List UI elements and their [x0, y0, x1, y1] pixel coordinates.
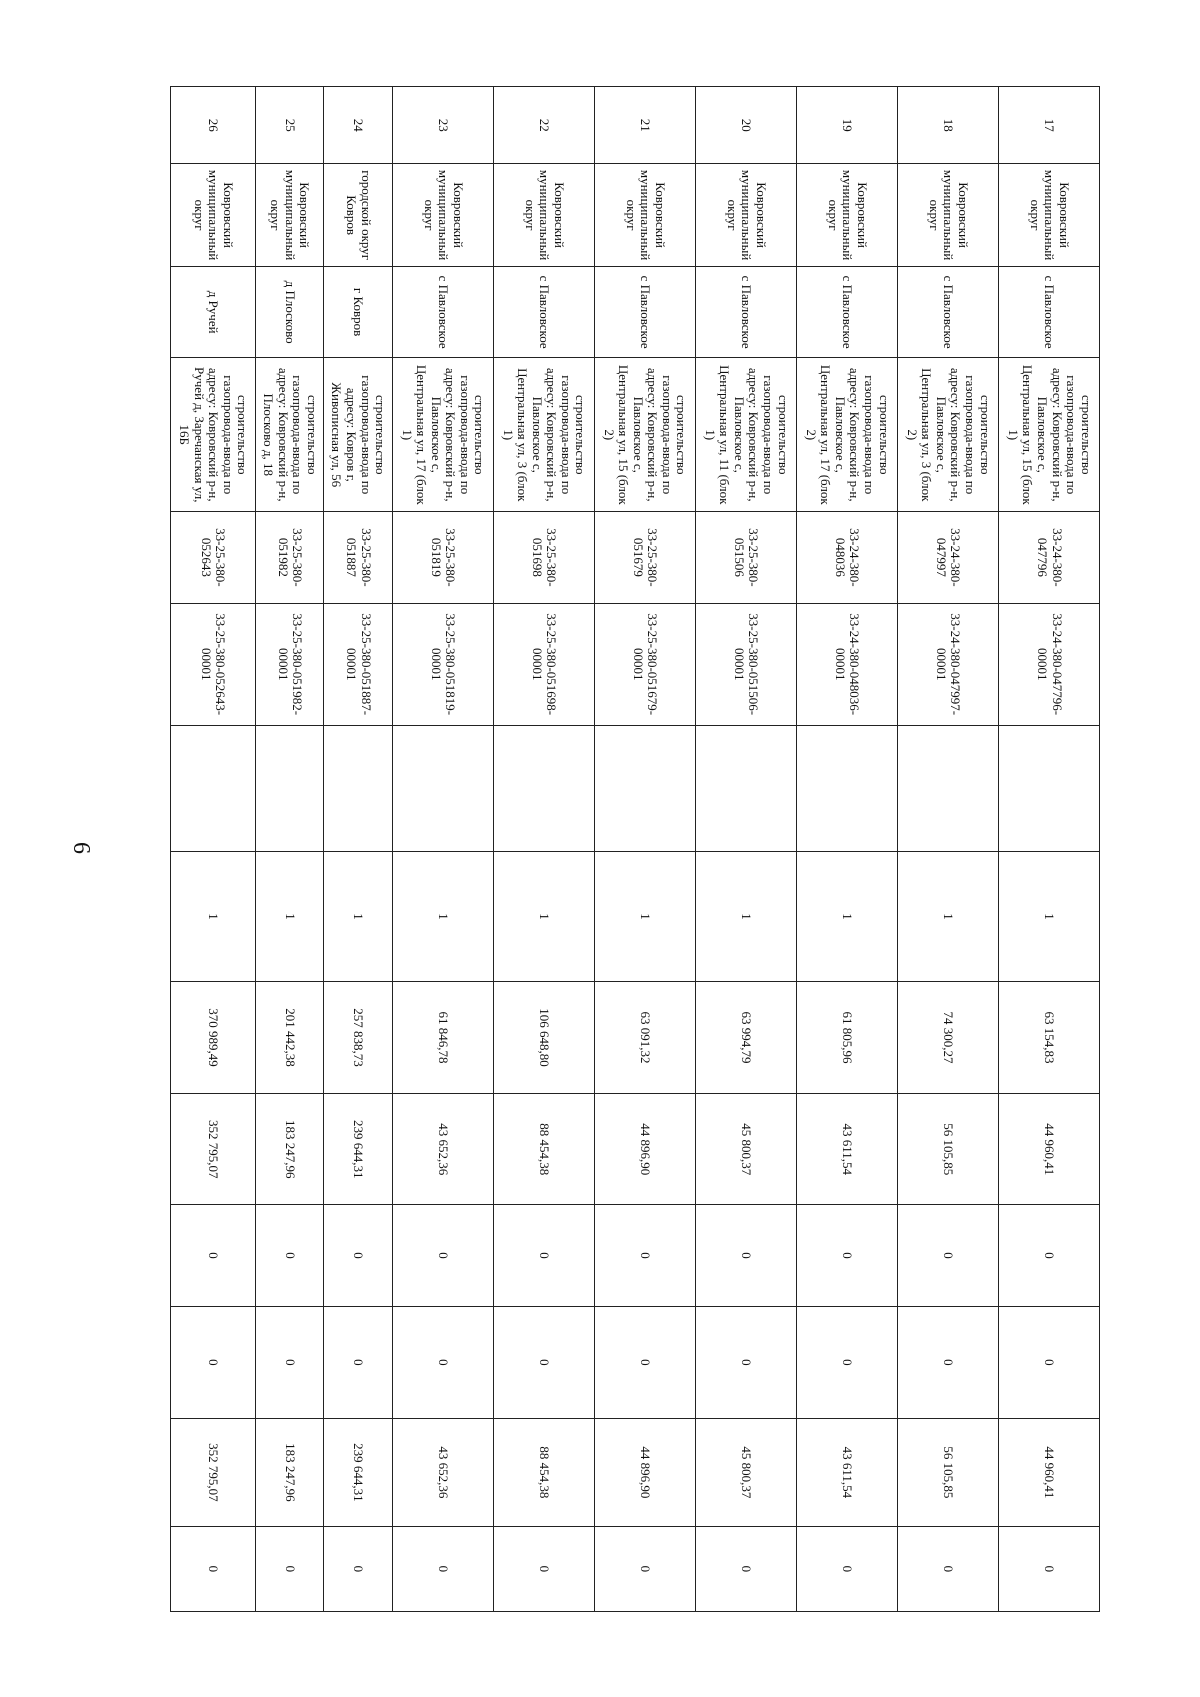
cell-row-number: 21: [594, 87, 695, 164]
cell-quantity: 1: [594, 852, 695, 982]
cell-object: строительство газопровода-ввода по адресу: Ковровский р-н, Павловское с, Центральная ул, 17 (блок 1): [392, 358, 493, 512]
cell-code: 33-25-380-051819: [392, 512, 493, 604]
cell-quantity: 1: [897, 852, 998, 982]
cell-object: строительство газопровода-ввода по адресу: Ковровский р-н, Павловское с, Центральная ул, 15 (блок 1): [998, 358, 1099, 512]
cell-amount: 183 247,96: [255, 1094, 323, 1205]
cell-zero: 0: [897, 1306, 998, 1418]
cell-amount: 88 454,38: [493, 1094, 594, 1205]
cell-zero: 0: [594, 1205, 695, 1306]
cell-code: 33-25-380-051506: [695, 512, 796, 604]
cell-locality: д Ручей: [171, 266, 256, 358]
cell-cost-total: 257 838,73: [324, 981, 392, 1093]
cell-cost-total: 201 442,38: [255, 981, 323, 1093]
cell-code: 33-25-380-051982: [255, 512, 323, 604]
cell-zero: 0: [796, 1526, 897, 1611]
cell-zero: 0: [324, 1526, 392, 1611]
cell-zero: 0: [695, 1205, 796, 1306]
cell-object: строительство газопровода-ввода по адресу: Ковровский р-н, Ручей д, Заречанская ул, 16Б: [171, 358, 256, 512]
cell-district: Ковровский муниципальный округ: [897, 164, 998, 266]
cell-object: строительство газопровода-ввода по адресу: Ковровский р-н, Павловское с, Центральная ул, 17 (блок 2): [796, 358, 897, 512]
cell-amount-2: 88 454,38: [493, 1418, 594, 1526]
table-row: [171, 87, 256, 1612]
cell-amount-2: 56 105,85: [897, 1418, 998, 1526]
cell-object: строительство газопровода-ввода по адресу: Ковровский р-н, Павловское с, Центральная ул, 3 (блок 1): [493, 358, 594, 512]
cell-zero: 0: [998, 1526, 1099, 1611]
table-row: [392, 87, 493, 1612]
cell-object: строительство газопровода-ввода по адресу: Ковровский р-н, Павловское с, Центральная ул, 15 (блок 2): [594, 358, 695, 512]
table-row: [324, 87, 392, 1612]
cell-zero: 0: [493, 1205, 594, 1306]
cell-row-number: 22: [493, 87, 594, 164]
cell-empty: [897, 725, 998, 851]
cell-contract: 33-25-380-051887-00001: [324, 603, 392, 725]
cell-cost-total: 61 805,96: [796, 981, 897, 1093]
cell-contract: 33-24-380-048036-00001: [796, 603, 897, 725]
table-row: [998, 87, 1099, 1612]
cell-locality: с Павловское: [695, 266, 796, 358]
cell-amount-2: 44 896,90: [594, 1418, 695, 1526]
cell-zero: 0: [171, 1205, 256, 1306]
cell-object: строительство газопровода-ввода по адресу: Ковровский р-н, Павловское с, Центральная ул, 3 (блок 2): [897, 358, 998, 512]
cell-empty: [695, 725, 796, 851]
table-row: [695, 87, 796, 1612]
cell-cost-total: 106 648,80: [493, 981, 594, 1093]
cell-contract: 33-25-380-051982-00001: [255, 603, 323, 725]
cell-amount: 43 652,36: [392, 1094, 493, 1205]
cell-empty: [998, 725, 1099, 851]
cell-amount-2: 43 611,54: [796, 1418, 897, 1526]
cell-amount-2: 45 800,37: [695, 1418, 796, 1526]
cell-quantity: 1: [171, 852, 256, 982]
cell-zero: 0: [695, 1526, 796, 1611]
cell-locality: с Павловское: [897, 266, 998, 358]
cell-row-number: 19: [796, 87, 897, 164]
cell-zero: 0: [695, 1306, 796, 1418]
cell-amount: 352 795,07: [171, 1094, 256, 1205]
table-row: [255, 87, 323, 1612]
cell-district: Ковровский муниципальный округ: [392, 164, 493, 266]
cell-row-number: 18: [897, 87, 998, 164]
cell-zero: 0: [796, 1306, 897, 1418]
cell-amount: 45 800,37: [695, 1094, 796, 1205]
table-row: [796, 87, 897, 1612]
cell-quantity: 1: [392, 852, 493, 982]
cell-amount-2: 43 652,36: [392, 1418, 493, 1526]
cell-contract: 33-25-380-051698-00001: [493, 603, 594, 725]
cell-contract: 33-25-380-051506-00001: [695, 603, 796, 725]
cell-amount: 44 960,41: [998, 1094, 1099, 1205]
cell-amount: 239 644,31: [324, 1094, 392, 1205]
cell-cost-total: 63 091,32: [594, 981, 695, 1093]
cell-amount: 44 896,90: [594, 1094, 695, 1205]
cell-code: 33-25-380-051887: [324, 512, 392, 604]
cell-code: 33-25-380-051679: [594, 512, 695, 604]
cell-empty: [392, 725, 493, 851]
page-number: 6: [68, 842, 94, 854]
cell-zero: 0: [493, 1526, 594, 1611]
cell-zero: 0: [324, 1205, 392, 1306]
cell-contract: 33-24-380-047796-00001: [998, 603, 1099, 725]
cell-district: Ковровский муниципальный округ: [695, 164, 796, 266]
cell-district: Ковровский муниципальный округ: [493, 164, 594, 266]
cell-zero: 0: [255, 1526, 323, 1611]
cell-cost-total: 61 846,78: [392, 981, 493, 1093]
cell-empty: [796, 725, 897, 851]
cell-locality: г Ковров: [324, 266, 392, 358]
cell-quantity: 1: [255, 852, 323, 982]
cell-zero: 0: [171, 1306, 256, 1418]
cell-contract: 33-25-380-051819-00001: [392, 603, 493, 725]
cell-locality: с Павловское: [594, 266, 695, 358]
cell-zero: 0: [594, 1306, 695, 1418]
cell-cost-total: 74 300,27: [897, 981, 998, 1093]
cell-cost-total: 370 989,49: [171, 981, 256, 1093]
cell-district: Ковровский муниципальный округ: [796, 164, 897, 266]
table-row: [594, 87, 695, 1612]
cell-code: 33-24-380-047796: [998, 512, 1099, 604]
cell-amount: 56 105,85: [897, 1094, 998, 1205]
cell-amount-2: 183 247,96: [255, 1418, 323, 1526]
cell-empty: [493, 725, 594, 851]
cell-quantity: 1: [493, 852, 594, 982]
cell-quantity: 1: [796, 852, 897, 982]
table-row: [493, 87, 594, 1612]
cell-empty: [255, 725, 323, 851]
cell-amount-2: 352 795,07: [171, 1418, 256, 1526]
cell-locality: д Плосково: [255, 266, 323, 358]
cell-zero: 0: [897, 1526, 998, 1611]
cell-row-number: 24: [324, 87, 392, 164]
cell-empty: [171, 725, 256, 851]
cell-object: строительство газопровода-ввода по адресу: Ковров г, Живописная ул, 56: [324, 358, 392, 512]
document-sheet: [170, 86, 1100, 1612]
cell-locality: с Павловское: [998, 266, 1099, 358]
cell-code: 33-24-380-047997: [897, 512, 998, 604]
cell-zero: 0: [171, 1526, 256, 1611]
cell-zero: 0: [796, 1205, 897, 1306]
cell-district: Ковровский муниципальный округ: [171, 164, 256, 266]
cell-contract: 33-24-380-047997-00001: [897, 603, 998, 725]
cell-object: строительство газопровода-ввода по адресу: Ковровский р-н, Плосково д, 18: [255, 358, 323, 512]
cell-district: городской округ Ковров: [324, 164, 392, 266]
cell-cost-total: 63 994,79: [695, 981, 796, 1093]
cell-row-number: 17: [998, 87, 1099, 164]
cell-zero: 0: [998, 1306, 1099, 1418]
cell-locality: с Павловское: [392, 266, 493, 358]
cell-row-number: 25: [255, 87, 323, 164]
cell-quantity: 1: [695, 852, 796, 982]
cell-locality: с Павловское: [796, 266, 897, 358]
cell-zero: 0: [255, 1306, 323, 1418]
cell-zero: 0: [392, 1205, 493, 1306]
cell-zero: 0: [897, 1205, 998, 1306]
cell-zero: 0: [392, 1306, 493, 1418]
cell-district: Ковровский муниципальный округ: [998, 164, 1099, 266]
rotated-table-wrapper: [170, 86, 1100, 1612]
cell-cost-total: 63 154,83: [998, 981, 1099, 1093]
cell-zero: 0: [998, 1205, 1099, 1306]
cell-row-number: 20: [695, 87, 796, 164]
cell-zero: 0: [392, 1526, 493, 1611]
data-table: [170, 86, 1100, 1612]
cell-locality: с Павловское: [493, 266, 594, 358]
cell-row-number: 23: [392, 87, 493, 164]
cell-quantity: 1: [324, 852, 392, 982]
cell-empty: [594, 725, 695, 851]
cell-district: Ковровский муниципальный округ: [594, 164, 695, 266]
cell-empty: [324, 725, 392, 851]
cell-amount: 43 611,54: [796, 1094, 897, 1205]
table-body: [171, 87, 1100, 1612]
cell-code: 33-25-380-051698: [493, 512, 594, 604]
cell-zero: 0: [594, 1526, 695, 1611]
cell-code: 33-24-380-048036: [796, 512, 897, 604]
cell-zero: 0: [255, 1205, 323, 1306]
cell-zero: 0: [493, 1306, 594, 1418]
cell-zero: 0: [324, 1306, 392, 1418]
cell-contract: 33-25-380-052643-00001: [171, 603, 256, 725]
cell-code: 33-25-380-052643: [171, 512, 256, 604]
cell-amount-2: 44 960,41: [998, 1418, 1099, 1526]
cell-object: строительство газопровода-ввода по адресу: Ковровский р-н, Павловское с, Центральная ул, 11 (блок 1): [695, 358, 796, 512]
cell-amount-2: 239 644,31: [324, 1418, 392, 1526]
cell-quantity: 1: [998, 852, 1099, 982]
cell-contract: 33-25-380-051679-00001: [594, 603, 695, 725]
table-row: [897, 87, 998, 1612]
cell-row-number: 26: [171, 87, 256, 164]
cell-district: Ковровский муниципальный округ: [255, 164, 323, 266]
